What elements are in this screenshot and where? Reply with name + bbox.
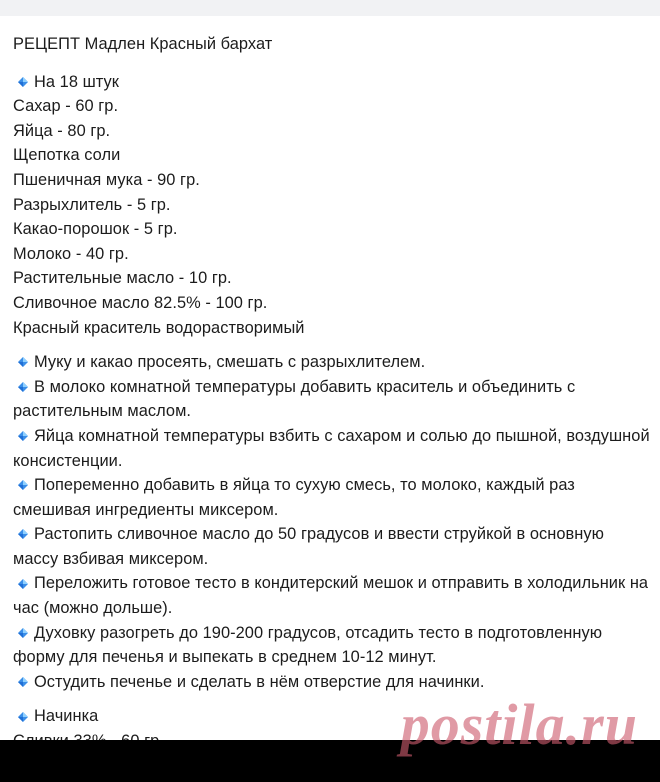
recipe-title: РЕЦЕПТ Мадлен Красный бархат xyxy=(13,35,273,53)
step-item xyxy=(13,473,650,522)
blue-diamond-icon xyxy=(18,579,28,589)
post-card xyxy=(0,16,660,740)
blue-diamond-icon xyxy=(18,628,28,638)
step-text: Остудить печенье и сделать в нём отверстие для начинки. xyxy=(34,672,485,691)
bottom-black-bar xyxy=(0,740,660,782)
step-text: Духовку разогреть до 190-200 градусов, отсадить тесто в подготовленную форму для печенья и выпекать в среднем 10-12 минут. xyxy=(13,623,603,667)
step-item xyxy=(13,571,650,620)
ingredient-item: Молоко - 40 гр. xyxy=(13,244,129,263)
ingredient-item: Разрыхлитель - 5 гр. xyxy=(13,195,171,214)
step-text: Муку и какао просеять, смешать с разрыхлителем. xyxy=(34,353,426,372)
step-item xyxy=(13,670,650,695)
recipe-text xyxy=(13,32,650,757)
watermark-logo: postila.ru xyxy=(400,692,638,757)
ingredient-item: Сливочное масло 82.5% - 100 гр. xyxy=(13,293,268,312)
servings-line xyxy=(13,70,650,95)
step-item xyxy=(13,522,650,571)
blue-diamond-icon xyxy=(18,480,28,490)
ingredient-item: Какао-порошок - 5 гр. xyxy=(13,220,178,239)
ingredient-item: Яйца - 80 гр. xyxy=(13,121,111,140)
step-text: В молоко комнатной температуры добавить краситель и объединить с растительным маслом. xyxy=(13,377,576,421)
step-text: Попеременно добавить в яйца то сухую смесь, то молоко, каждый раз смешивая ингредиенты миксером. xyxy=(13,476,575,519)
step-item xyxy=(13,424,650,473)
blue-diamond-icon xyxy=(18,357,28,367)
blue-diamond-icon xyxy=(18,77,28,87)
blue-diamond-icon xyxy=(18,382,28,392)
ingredient-item: Красный краситель водорастворимый xyxy=(13,318,305,337)
step-item xyxy=(13,621,650,670)
blue-diamond-icon xyxy=(18,712,28,722)
filling-heading xyxy=(13,704,650,729)
servings-text: На 18 штук xyxy=(34,72,119,91)
blue-diamond-icon xyxy=(18,431,28,441)
blue-diamond-icon xyxy=(18,529,28,539)
blue-diamond-icon xyxy=(18,677,28,687)
ingredient-item: Щепотка соли xyxy=(13,146,121,165)
filling-heading-text: Начинка xyxy=(34,707,99,726)
step-item xyxy=(13,350,650,375)
step-item xyxy=(13,375,650,424)
ingredient-item: Пшеничная мука - 90 гр. xyxy=(13,170,200,189)
step-text: Растопить сливочное масло до 50 градусов и ввести струйкой в основную массу взбивая миксером. xyxy=(13,525,604,568)
ingredient-item: Растительные масло - 10 гр. xyxy=(13,269,232,288)
ingredient-item: Сахар - 60 гр. xyxy=(13,97,119,116)
step-text: Яйца комнатной температуры взбить с сахаром и солью до пышной, воздушной консистенции. xyxy=(13,426,650,470)
step-text: Переложить готовое тесто в кондитерский мешок и отправить в холодильник на час (можно дольше). xyxy=(13,574,649,618)
